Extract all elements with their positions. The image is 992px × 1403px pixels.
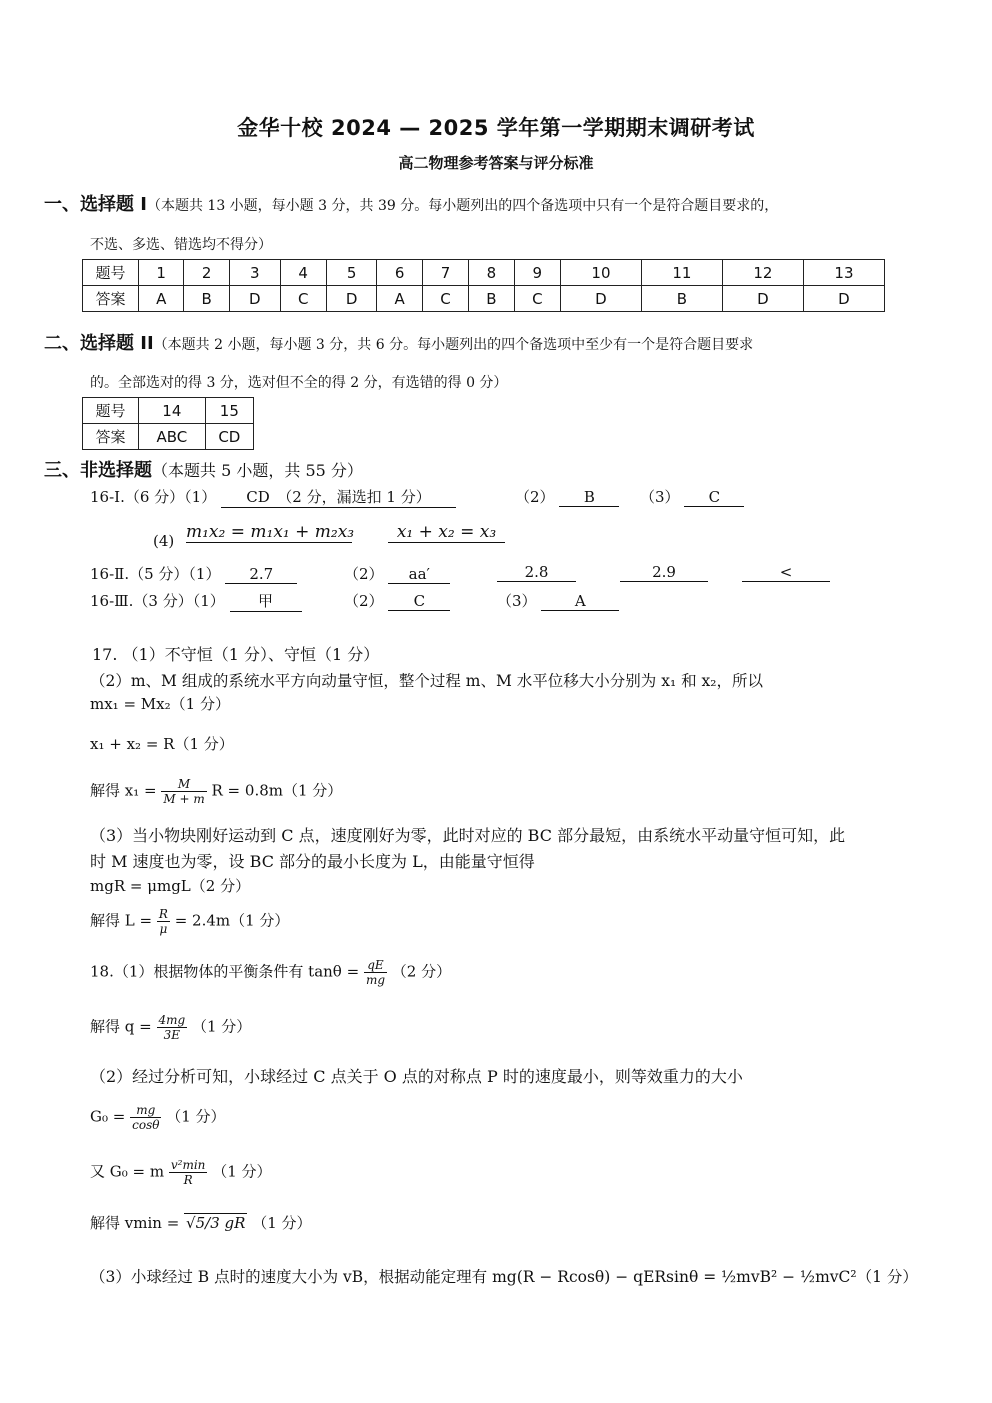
answer-cell: C bbox=[514, 286, 560, 312]
question-number-cell: 1 bbox=[139, 260, 184, 286]
question-number-cell: 15 bbox=[205, 398, 253, 424]
q16-3-part2-label: （2） bbox=[344, 592, 384, 610]
q18-line-7: （3）小球经过 B 点时的速度大小为 vB，根据动能定理有 mg(R − Rcosθ) − qERsinθ = ½mvB² − ½mvC²（1 分） bbox=[90, 1268, 918, 1286]
q16-3-answer-3: A bbox=[541, 592, 619, 611]
answer-cell: B bbox=[641, 286, 722, 312]
q16-2-prefix: 16-Ⅱ.（5 分）（1） bbox=[90, 565, 221, 583]
question-number-cell: 14 bbox=[139, 398, 206, 424]
answer-cell: D bbox=[229, 286, 280, 312]
question-number-cell: 4 bbox=[280, 260, 326, 286]
answer-cell: C bbox=[280, 286, 326, 312]
q16-2-line bbox=[90, 563, 297, 584]
q18-line-1-prefix: 18.（1）根据物体的平衡条件有 tanθ = bbox=[90, 962, 360, 981]
q18-line-4-suffix: （1 分） bbox=[166, 1107, 226, 1126]
q17-line-5 bbox=[90, 777, 342, 806]
q18-line-6-prefix: 解得 vmin = bbox=[90, 1214, 180, 1232]
page-title: 金华十校 2024 — 2025 学年第一学期期末调研考试 bbox=[237, 116, 755, 140]
q16-1-answer-3: C bbox=[684, 488, 744, 507]
q17-line-7: 时 M 速度也为零，设 BC 部分的最小长度为 L，由能量守恒得 bbox=[90, 852, 535, 871]
q18-line-4-prefix: G₀ = bbox=[90, 1107, 126, 1126]
q16-2-line-b bbox=[344, 563, 450, 584]
q18-line-2 bbox=[90, 1013, 251, 1042]
q16-3-line bbox=[90, 590, 302, 612]
answer-cell: CD bbox=[205, 424, 253, 450]
answer-cell: B bbox=[469, 286, 515, 312]
q16-3-line-b bbox=[344, 590, 450, 611]
q16-1-answer-1: CD （2 分，漏选扣 1 分） bbox=[221, 486, 456, 508]
q18-line-6 bbox=[90, 1212, 312, 1233]
question-number-cell: 8 bbox=[469, 260, 515, 286]
section1-header bbox=[44, 190, 778, 216]
radicand: 5/3 gR bbox=[195, 1214, 246, 1232]
q16-2-answer-4: 2.9 bbox=[620, 563, 708, 582]
question-number-cell: 6 bbox=[377, 260, 422, 286]
q16-2-answer-3: 2.8 bbox=[497, 563, 576, 582]
table-row-answers bbox=[83, 424, 254, 450]
q16-1-answer-2: B bbox=[559, 488, 619, 507]
fraction-numerator: R bbox=[158, 907, 168, 921]
q17-line-4: x₁ + x₂ = R（1 分） bbox=[90, 735, 234, 753]
q18-radical: √5/3 gR bbox=[186, 1214, 246, 1232]
fraction-denominator: M + m bbox=[163, 792, 205, 806]
section2-answer-table bbox=[82, 397, 254, 450]
q18-line-6-suffix: （1 分） bbox=[252, 1214, 312, 1232]
section1-note-line2: 不选、多选、错选均不得分） bbox=[90, 237, 272, 253]
q17-line-9-prefix: 解得 L = bbox=[90, 911, 153, 930]
fraction-numerator: M bbox=[161, 777, 206, 792]
q16-2-answer-2: aa′ bbox=[388, 565, 450, 584]
q16-1-part2-label: （2） bbox=[515, 488, 555, 506]
answer-cell: A bbox=[139, 286, 184, 312]
row-label-question: 题号 bbox=[83, 260, 139, 286]
q18-line-2-prefix: 解得 q = bbox=[90, 1017, 152, 1036]
q18-fraction-vmin bbox=[169, 1158, 208, 1187]
question-number-cell: 5 bbox=[326, 260, 377, 286]
fraction-numerator: v²min bbox=[170, 1158, 206, 1172]
answer-cell: D bbox=[560, 286, 641, 312]
fraction-numerator: mg bbox=[130, 1103, 161, 1118]
q16-3-line-c bbox=[497, 590, 619, 611]
q17-line-9 bbox=[90, 907, 289, 936]
fraction-denominator: mg bbox=[365, 973, 386, 987]
section2-header bbox=[44, 329, 753, 355]
section2-note-line1: （本题共 2 小题，每小题 3 分，共 6 分。每小题列出的四个备选项中至少有一个是符合题目要求 bbox=[153, 337, 754, 353]
answer-cell: D bbox=[722, 286, 803, 312]
q16-2-answer-1: 2.7 bbox=[225, 565, 297, 584]
q17-line-6: （3）当小物块刚好运动到 C 点，速度刚好为零，此时对应的 BC 部分最短，由系统水平动量守恒可知，此 bbox=[90, 826, 846, 845]
answer-cell: C bbox=[422, 286, 468, 312]
q18-fraction-G0 bbox=[130, 1103, 161, 1132]
q17-line-2: （2）m、M 组成的系统水平方向动量守恒，整个过程 m、M 水平位移大小分别为 x₁ 和 x₂，所以 bbox=[90, 672, 763, 690]
section2-note-line2: 的。全部选对的得 3 分，选对但不全的得 2 分，有选错的得 0 分） bbox=[90, 375, 508, 391]
question-number-cell: 7 bbox=[422, 260, 468, 286]
q17-line-5-suffix: R = 0.8m（1 分） bbox=[211, 781, 343, 800]
q17-line-8: mgR = μmgL（2 分） bbox=[90, 877, 251, 895]
question-number-cell: 13 bbox=[803, 260, 884, 286]
q17-line-5-prefix: 解得 x₁ = bbox=[90, 781, 157, 800]
q18-line-4 bbox=[90, 1103, 226, 1132]
row-label-question: 题号 bbox=[83, 398, 139, 424]
table-row-questions bbox=[83, 260, 885, 286]
answer-cell: D bbox=[803, 286, 884, 312]
row-label-answer: 答案 bbox=[83, 286, 139, 312]
q18-line-5-suffix: （1 分） bbox=[212, 1162, 272, 1181]
q16-3-answer-2: C bbox=[388, 592, 450, 611]
q16-1-line-c bbox=[640, 486, 744, 507]
fraction-numerator: qE bbox=[364, 958, 387, 973]
section3-heading: 三、非选择题 bbox=[44, 460, 152, 481]
fraction-numerator: 4mg bbox=[158, 1013, 186, 1027]
q16-1-part4-label: (4) bbox=[153, 532, 175, 550]
table-row-answers bbox=[83, 286, 885, 312]
answer-cell: A bbox=[377, 286, 422, 312]
question-number-cell: 3 bbox=[229, 260, 280, 286]
q16-3-answer-1: 甲 bbox=[230, 590, 302, 612]
fraction-denominator: cosθ bbox=[132, 1118, 160, 1132]
q18-line-5-prefix: 又 G₀ = m bbox=[90, 1162, 165, 1181]
question-number-cell: 2 bbox=[184, 260, 230, 286]
section3-header bbox=[44, 456, 363, 482]
q16-3-part3-label: （3） bbox=[497, 592, 537, 610]
answer-cell: ABC bbox=[139, 424, 206, 450]
section1-heading: 一、选择题 I bbox=[44, 194, 147, 215]
question-number-cell: 12 bbox=[722, 260, 803, 286]
section1-answer-table bbox=[82, 259, 885, 312]
q18-fraction-tan bbox=[364, 958, 387, 987]
q18-line-2-suffix: （1 分） bbox=[191, 1017, 252, 1036]
row-label-answer: 答案 bbox=[83, 424, 139, 450]
answer-cell: B bbox=[184, 286, 230, 312]
q16-1-part3-label: （3） bbox=[640, 488, 680, 506]
table-row-questions bbox=[83, 398, 254, 424]
q18-line-3: （2）经过分析可知，小球经过 C 点关于 O 点的对称点 P 时的速度最小，则等效重力的大小 bbox=[90, 1067, 743, 1086]
q16-2-answer-5: < bbox=[742, 563, 830, 582]
section3-note: （本题共 5 小题，共 55 分） bbox=[152, 461, 363, 480]
section2-heading: 二、选择题 II bbox=[44, 333, 154, 354]
section1-note-line1: （本题共 13 小题，每小题 3 分，共 39 分。每小题列出的四个备选项中只有一个是符合题目要求的， bbox=[146, 198, 779, 214]
q17-line-1: 17. （1）不守恒（1 分）、守恒（1 分） bbox=[92, 645, 380, 664]
question-number-cell: 9 bbox=[514, 260, 560, 286]
q16-1-prefix: 16-Ⅰ.（6 分）（1） bbox=[90, 488, 217, 506]
fraction-denominator: R bbox=[183, 1173, 193, 1187]
q17-fraction-x1 bbox=[161, 777, 206, 806]
q16-1-line-b bbox=[515, 486, 619, 507]
fraction-denominator: 3E bbox=[163, 1028, 181, 1042]
q16-1-equation-1: m₁x₂ = m₁x₁ + m₂x₃ bbox=[186, 522, 355, 542]
q17-line-3: mx₁ = Mx₂（1 分） bbox=[90, 695, 230, 713]
q16-3-prefix: 16-Ⅲ.（3 分）（1） bbox=[90, 592, 225, 610]
q17-line-9-suffix: = 2.4m（1 分） bbox=[174, 911, 290, 930]
q18-line-5 bbox=[90, 1158, 272, 1187]
q18-fraction-q bbox=[157, 1013, 188, 1042]
question-number-cell: 10 bbox=[560, 260, 641, 286]
page-subtitle: 高二物理参考答案与评分标准 bbox=[398, 154, 594, 172]
q16-1-equation-2: x₁ + x₂ = x₃ bbox=[388, 522, 505, 543]
q16-2-part2-label: （2） bbox=[344, 565, 384, 583]
q16-1-line bbox=[90, 486, 456, 508]
fraction-denominator: μ bbox=[159, 922, 168, 936]
answer-cell: D bbox=[326, 286, 377, 312]
q17-fraction-L bbox=[157, 907, 170, 936]
q18-line-1 bbox=[90, 958, 451, 987]
q18-line-1-suffix: （2 分） bbox=[391, 962, 452, 981]
question-number-cell: 11 bbox=[641, 260, 722, 286]
